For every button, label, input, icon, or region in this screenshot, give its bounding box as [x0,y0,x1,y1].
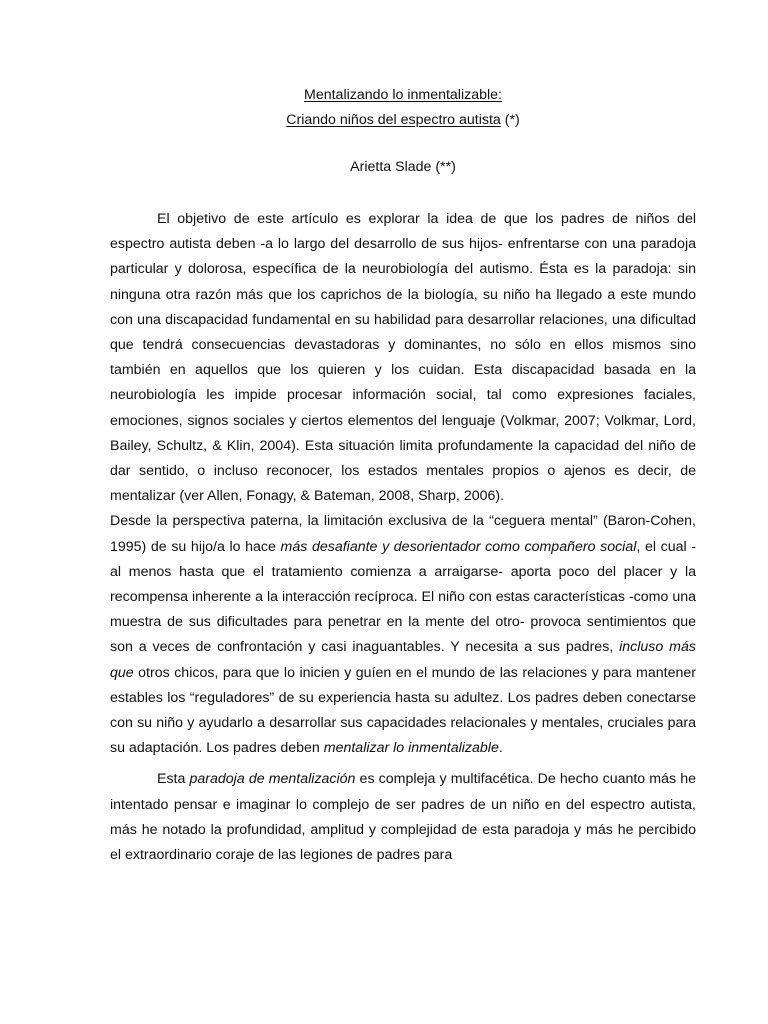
paragraph-2-emphasis-a: más desafiante y desorientador como compañero social [280,538,637,555]
title-line-1: Mentalizando lo inmentalizable: [304,87,502,103]
paragraph-3-text-b: es compleja y multifacética. De hecho cuanto más he intentado pensar e imaginar lo complejo de ser padres de un niño en del espectro autista, más he notado la profundidad, amplitud y complejidad de esta paradoja y más he percibido el extraordinario coraje de las legiones de padres para [110,771,696,864]
paragraph-2 [110,509,696,761]
subtitle-footnote-mark: (*) [500,112,520,128]
paragraph-2-text-b: , el cual -al menos hasta que el tratamiento comienza a arraigarse- aporta poco del placer y la recompensa inherente a la interacción recíproca. El niño con estas características -como una muestra de sus dificultades para penetrar en la mente del otro- provoca sentimientos que son a veces de confrontación y casi inaguantables. Y necesita a sus padres, [110,538,697,656]
document-body [110,207,696,868]
author-name: Arietta Slade (**) [350,159,456,175]
paragraph-2-text-c: otros chicos, para que lo inicien y guíen en el mundo de las relaciones y para mantener estables los “reguladores” de su experiencia hasta su adultez. Los padres deben conectarse con su niño y ayudarlo a desarrollar sus capacidades relacionales y mentales, cruciales para su adaptación. Los padres deben [110,664,696,757]
paragraph-3-emphasis: paradoja de mentalización [189,771,356,788]
document-title [110,84,696,109]
paragraph-1: El objetivo de este artículo es explorar la idea de que los padres de niños del espectro autista deben -a lo largo del desarrollo de sus hijos- enfrentarse con una paradoja particular y dolorosa, específica de la neurobiología del autismo. Ésta es la paradoja: sin ninguna otra razón más que los caprichos de la biología, su niño ha llegado a este mundo con una discapacidad fundamental en su habilidad para desarrollar relaciones, una dificultad que tendrá consecuencias devastadoras y dominantes, no sólo en ellos mismos sino también en aquellos que los quieren y los cuidan. Esta discapacidad basada en la neurobiología les impide procesar información social, tal como expresiones faciales, emociones, signos sociales y ciertos elementos del lenguaje (Volkmar, 2007; Volkmar, Lord, Bailey, Schultz, & Klin, 2004). Esta situación limita profundamente la capacidad del niño de dar sentido, o incluso reconocer, los estados mentales propios o ajenos es decir, de mentalizar (ver Allen, Fonagy, & Bateman, 2008, Sharp, 2006). [110,211,696,505]
paragraph-2-emphasis-c: mentalizar lo inmentalizable [323,740,499,757]
paragraph-2-text-a: Desde la perspectiva paterna, la limitación exclusiva de la “ceguera mental” (Baron-Cohen, 1995) de su hijo/a lo hace [110,513,696,555]
paragraph-3-text-a: Esta [157,771,190,788]
paragraph-2-emphasis-b: incluso más que [110,639,696,681]
paragraph-3 [110,767,696,868]
paragraph-2-text-d: . [498,740,503,757]
subtitle-text: Criando niños del espectro autista [286,112,501,128]
document-subtitle [110,109,696,134]
title-block [110,84,696,181]
